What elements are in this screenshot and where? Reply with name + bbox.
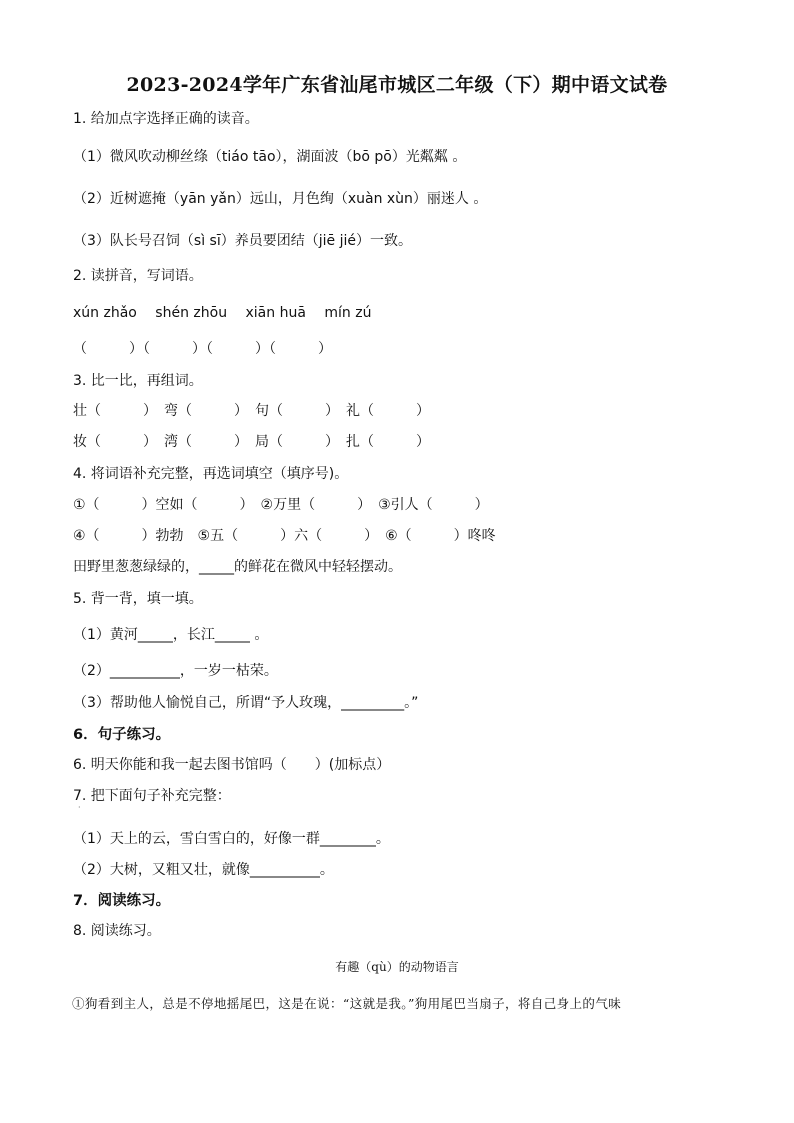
- question-line: 3. 比一比，再组词。: [73, 373, 203, 389]
- section-heading: 7．阅读练习。: [73, 893, 171, 909]
- question-line: （3）帮助他人愉悦自己，所谓“予人玫瑰，_________。”: [73, 695, 419, 711]
- article-title: 有趣（qù）的动物语言: [335, 960, 459, 974]
- question-line: ④（ ）勃勃 ⑤五（ ）六（ ） ⑥（ ）咚咚: [73, 528, 496, 544]
- question-line: 5. 背一背，填一填。: [73, 591, 203, 607]
- question-line: 8. 阅读练习。: [73, 923, 161, 939]
- question-line: 田野里葱葱绿绿的，_____的鲜花在微风中轻轻摆动。: [73, 559, 402, 575]
- question-line: 1. 给加点字选择正确的读音。: [73, 111, 259, 127]
- question-line: 妆（ ） 湾（ ） 局（ ） 扎（ ）: [73, 434, 430, 450]
- question-line: 4. 将词语补充完整，再选词填空（填序号)。: [73, 466, 349, 482]
- section-heading: 6．句子练习。: [73, 727, 171, 743]
- question-line: 壮（ ） 弯（ ） 句（ ） 礼（ ）: [73, 403, 430, 419]
- question-line: （ ）（ ）（ ）（ ）: [73, 341, 332, 357]
- question-line: ①（ ）空如（ ） ②万里（ ） ③引人（ ）: [73, 497, 489, 513]
- question-line: 6. 明天你能和我一起去图书馆吗（ ）(加标点）: [73, 757, 391, 773]
- question-line: （1）微风吹动柳丝绦（tiáo tāo），湖面波（bō pō）光粼粼 。: [73, 149, 467, 165]
- question-line: （3）队长号召饲（sì sī）养员要团结（jiē jié）一致。: [73, 233, 412, 249]
- stray-mark: ·: [78, 803, 81, 812]
- exam-title: 2023-2024学年广东省汕尾市城区二年级（下）期中语文试卷: [126, 74, 668, 96]
- question-line: （2）__________，一岁一枯荣。: [73, 663, 278, 679]
- question-line: 7. 把下面句子补充完整：: [73, 788, 231, 804]
- article-paragraph-1: ①狗看到主人，总是不停地摇尾巴，这是在说：“这就是我。”狗用尾巴当扇子，将自己身上的气味: [72, 996, 622, 1011]
- question-line: xún zhǎo shén zhōu xiān huā mín zú: [73, 305, 372, 321]
- question-line: （2）近树遮掩（yān yǎn）远山，月色绚（xuàn xùn）丽迷人 。: [73, 191, 488, 207]
- question-line: 2. 读拼音，写词语。: [73, 268, 203, 284]
- question-line: （1）黄河_____，长江_____ 。: [73, 627, 269, 643]
- question-line: （2）大树，又粗又壮，就像__________。: [73, 862, 334, 878]
- question-line: （1）天上的云，雪白雪白的，好像一群________。: [73, 831, 390, 847]
